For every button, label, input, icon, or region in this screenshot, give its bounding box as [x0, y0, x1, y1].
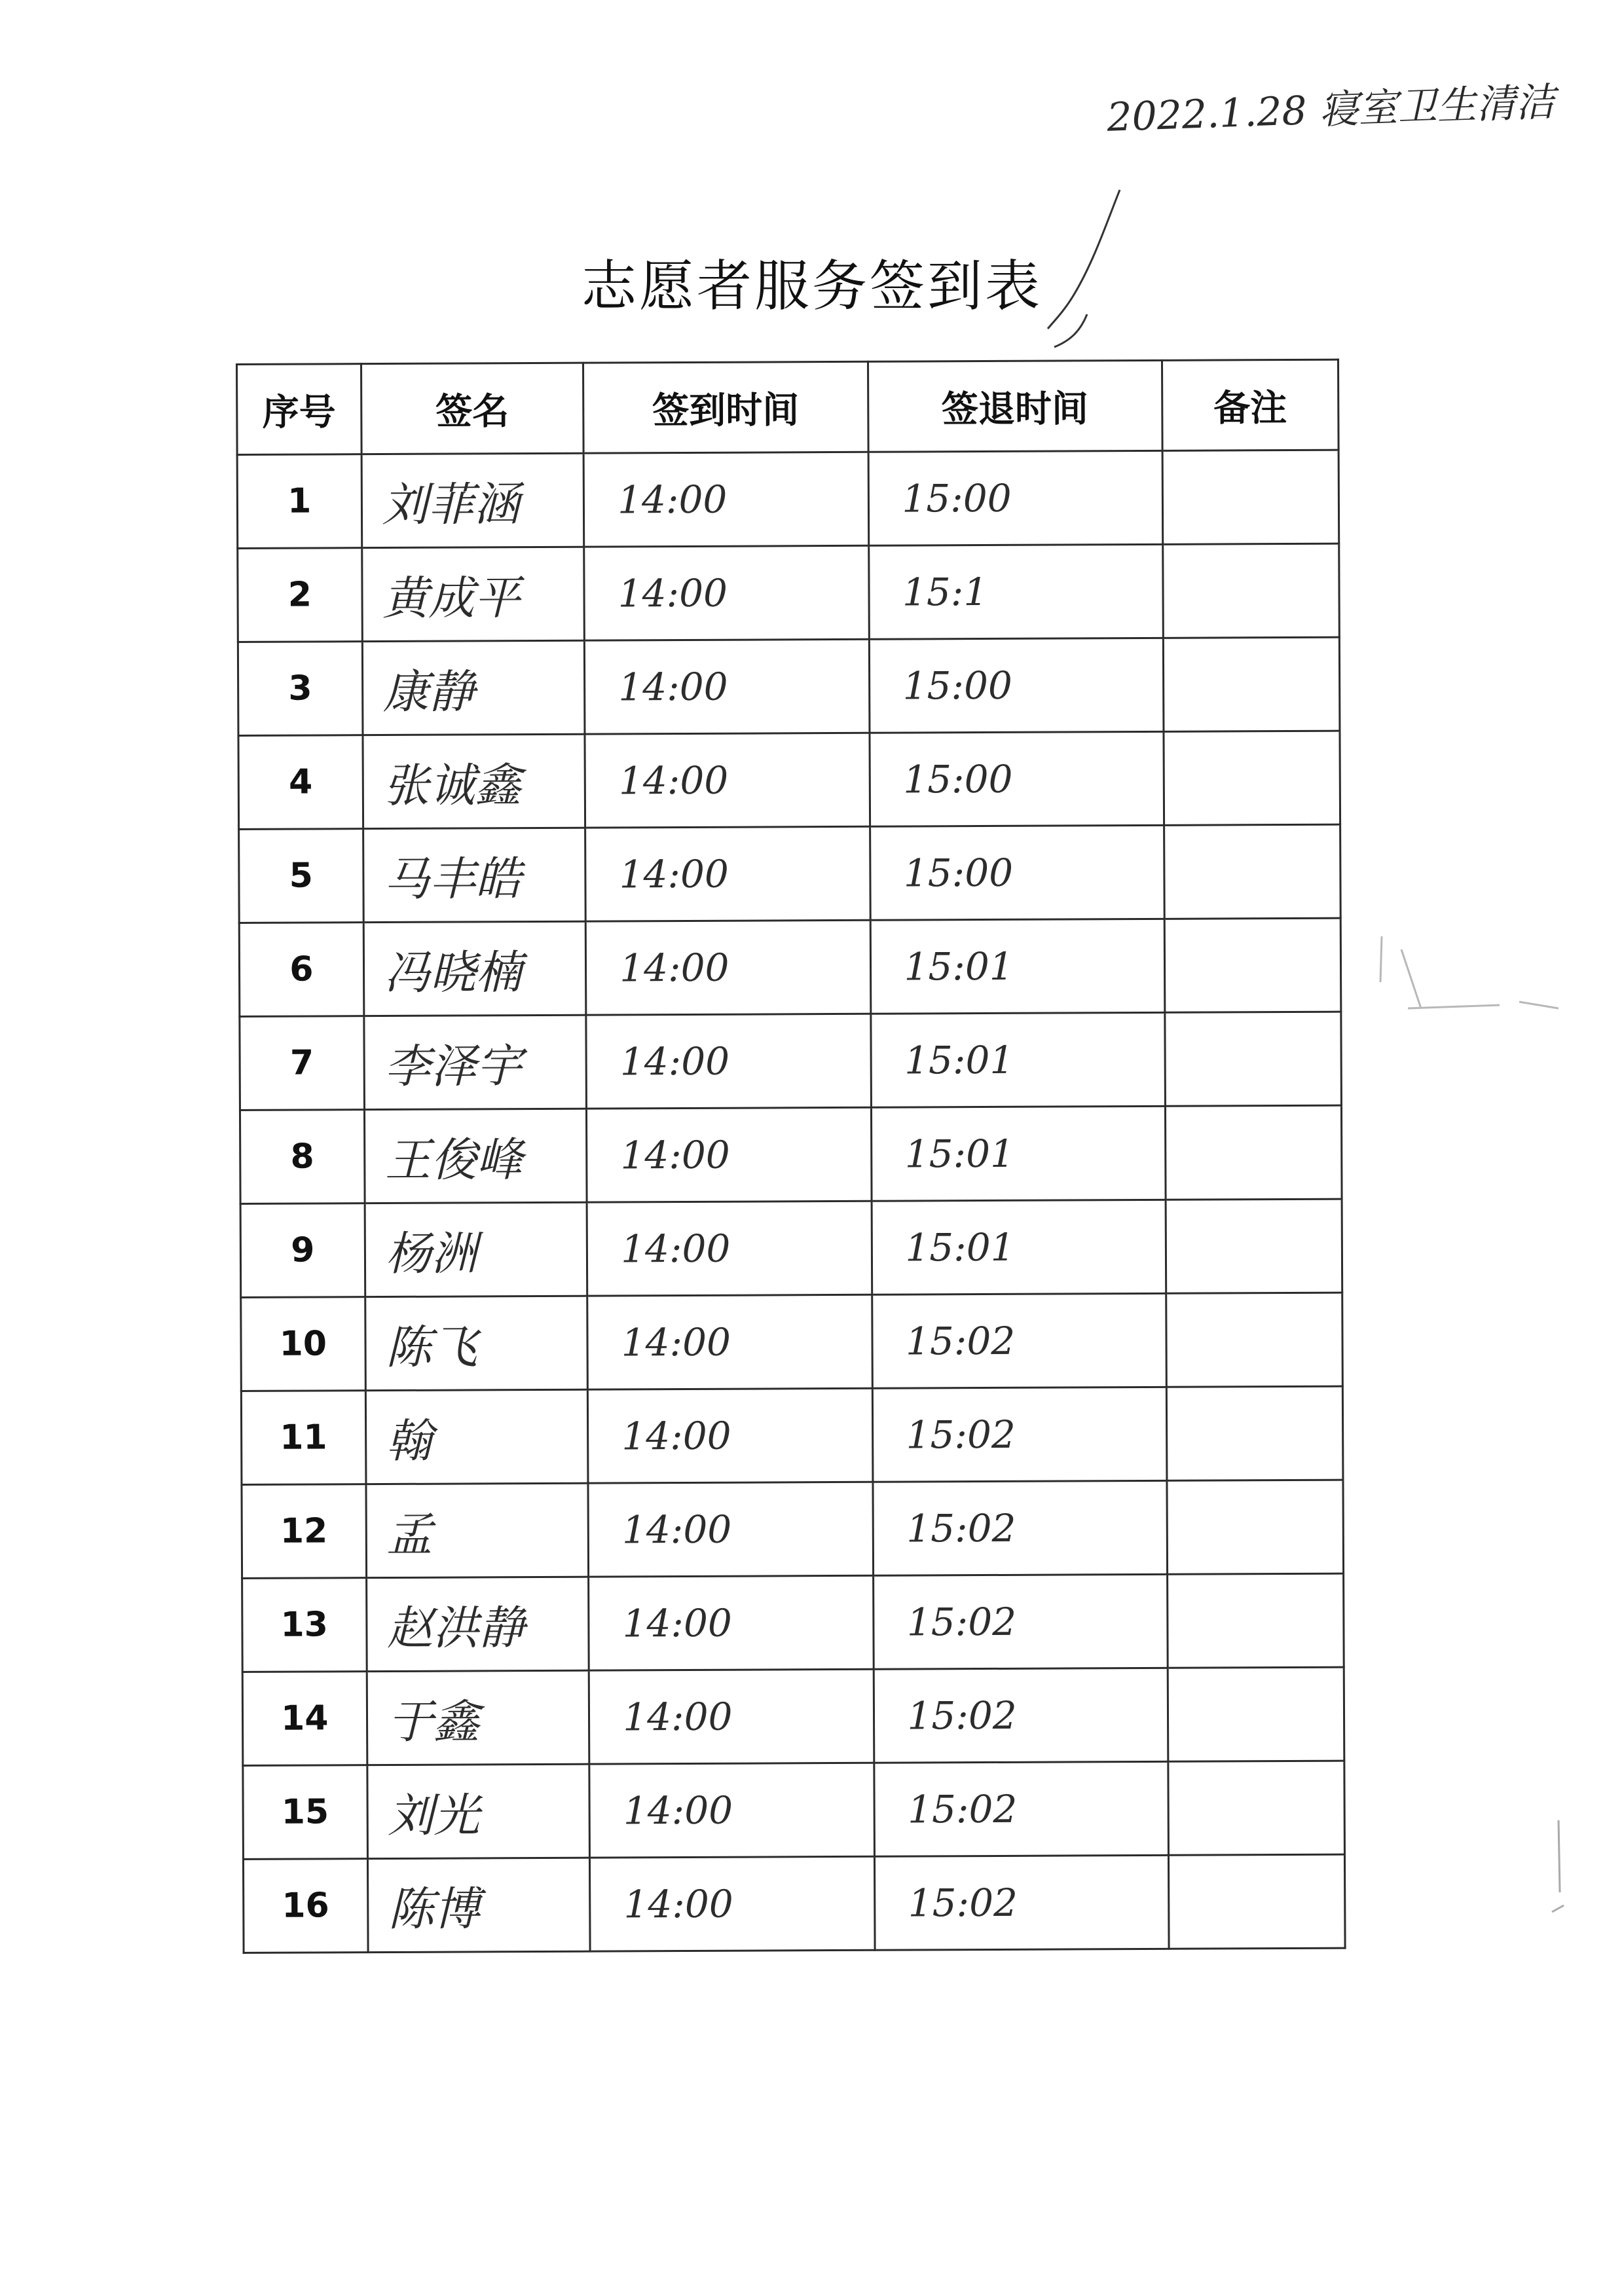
row-remarks [1168, 1854, 1345, 1949]
row-sign-in-time: 14:00 [586, 1014, 871, 1109]
row-sign-in-time: 14:00 [589, 1669, 874, 1764]
row-remarks [1162, 450, 1339, 544]
table-row [237, 450, 1339, 548]
table-header-row [237, 359, 1339, 454]
row-signature: 于鑫 [367, 1670, 589, 1765]
row-remarks [1162, 543, 1339, 638]
row-index: 8 [240, 1110, 364, 1204]
row-signature: 张诚鑫 [363, 734, 585, 828]
row-sign-in-time: 14:00 [585, 639, 870, 734]
row-index: 3 [238, 642, 362, 736]
row-index: 15 [243, 1765, 367, 1860]
row-signature: 孟 [366, 1483, 589, 1577]
row-signature: 李泽宇 [363, 1015, 586, 1109]
row-index: 12 [242, 1484, 366, 1579]
row-signature: 陈飞 [365, 1296, 587, 1390]
row-index: 5 [239, 829, 363, 923]
row-remarks [1168, 1667, 1344, 1761]
row-signature: 刘光 [367, 1764, 589, 1858]
row-sign-out-time: 15:00 [868, 450, 1163, 545]
row-signature: 赵洪静 [366, 1577, 589, 1671]
header-index: 序号 [237, 364, 361, 455]
row-sign-in-time: 14:00 [587, 1294, 872, 1389]
table-row [240, 1105, 1342, 1203]
table-row [242, 1573, 1344, 1672]
row-sign-out-time: 15:00 [869, 638, 1164, 733]
row-sign-out-time: 15:02 [873, 1574, 1168, 1669]
row-sign-in-time: 14:00 [589, 1763, 874, 1858]
row-sign-in-time: 14:00 [585, 826, 870, 921]
row-signature: 陈博 [367, 1858, 590, 1952]
row-sign-in-time: 14:00 [587, 1107, 872, 1202]
row-remarks [1164, 731, 1340, 825]
table-row [241, 1386, 1343, 1484]
row-sign-in-time: 14:00 [590, 1856, 875, 1951]
row-signature: 冯晓楠 [363, 921, 586, 1016]
row-remarks [1166, 1293, 1342, 1387]
row-signature: 黄成平 [361, 547, 584, 641]
header-sign-in-time: 签到时间 [583, 361, 868, 453]
row-sign-in-time: 14:00 [585, 733, 870, 828]
table-row [242, 1480, 1344, 1578]
row-sign-in-time: 14:00 [588, 1482, 873, 1577]
row-signature: 刘菲涵 [361, 453, 584, 547]
table-row [243, 1854, 1345, 1953]
row-remarks [1164, 824, 1340, 919]
row-remarks [1167, 1480, 1344, 1574]
header-signature: 签名 [361, 363, 583, 454]
row-signature: 翰 [365, 1389, 588, 1484]
row-sign-out-time: 15:1 [868, 544, 1163, 639]
table-row [241, 1293, 1343, 1391]
row-index: 11 [241, 1391, 365, 1485]
row-sign-in-time: 14:00 [583, 452, 868, 547]
row-remarks [1164, 918, 1341, 1012]
row-index: 6 [239, 923, 363, 1017]
row-sign-out-time: 15:02 [872, 1480, 1167, 1575]
row-sign-in-time: 14:00 [589, 1575, 874, 1670]
table-row [238, 637, 1340, 735]
row-signature: 杨洲 [365, 1202, 587, 1296]
row-sign-out-time: 15:02 [874, 1761, 1168, 1856]
row-index: 4 [238, 735, 363, 830]
row-sign-out-time: 15:01 [872, 1200, 1166, 1294]
table-row [239, 918, 1341, 1016]
table-row [239, 824, 1341, 923]
row-sign-out-time: 15:02 [874, 1668, 1168, 1763]
row-index: 13 [242, 1578, 367, 1672]
page-title: 志愿者服务签到表 [581, 254, 1043, 318]
scan-mark [1545, 1814, 1572, 1919]
sign-in-table [236, 359, 1346, 1954]
row-signature: 王俊峰 [364, 1109, 587, 1203]
row-remarks [1165, 1105, 1342, 1200]
row-remarks [1167, 1573, 1344, 1668]
row-index: 14 [242, 1672, 367, 1766]
header-remarks: 备注 [1162, 359, 1338, 450]
table-row [240, 1199, 1342, 1297]
row-sign-in-time: 14:00 [587, 1201, 872, 1296]
row-remarks [1166, 1386, 1343, 1480]
table-row [238, 543, 1340, 642]
row-index: 2 [238, 548, 362, 642]
row-index: 7 [240, 1016, 364, 1111]
row-index: 10 [241, 1297, 365, 1391]
row-sign-in-time: 14:00 [585, 920, 870, 1015]
table-row [238, 731, 1340, 829]
handwritten-annotation: 2022.1.28 寝室卫生清洁 [1106, 79, 1556, 141]
row-sign-out-time: 15:00 [869, 731, 1164, 826]
row-sign-out-time: 15:01 [870, 919, 1165, 1014]
row-sign-in-time: 14:00 [584, 545, 869, 640]
row-remarks [1165, 1012, 1342, 1106]
header-sign-out-time: 签退时间 [868, 360, 1162, 452]
row-sign-out-time: 15:02 [872, 1387, 1167, 1482]
row-sign-out-time: 15:01 [871, 1106, 1166, 1201]
row-sign-out-time: 15:02 [874, 1855, 1169, 1950]
row-remarks [1166, 1199, 1342, 1293]
table-row [240, 1012, 1342, 1110]
row-signature: 马丰皓 [363, 828, 585, 922]
row-sign-out-time: 15:00 [870, 825, 1164, 920]
row-remarks [1168, 1761, 1345, 1855]
row-sign-out-time: 15:01 [870, 1012, 1165, 1107]
row-remarks [1163, 637, 1340, 731]
row-signature: 康静 [362, 640, 585, 735]
row-index: 1 [237, 454, 361, 549]
row-index: 16 [243, 1859, 367, 1953]
table-row [243, 1761, 1345, 1859]
scan-mark [1362, 910, 1572, 1041]
row-index: 9 [240, 1203, 365, 1298]
row-sign-out-time: 15:02 [872, 1293, 1166, 1388]
table-row [242, 1667, 1344, 1765]
row-sign-in-time: 14:00 [588, 1388, 873, 1483]
